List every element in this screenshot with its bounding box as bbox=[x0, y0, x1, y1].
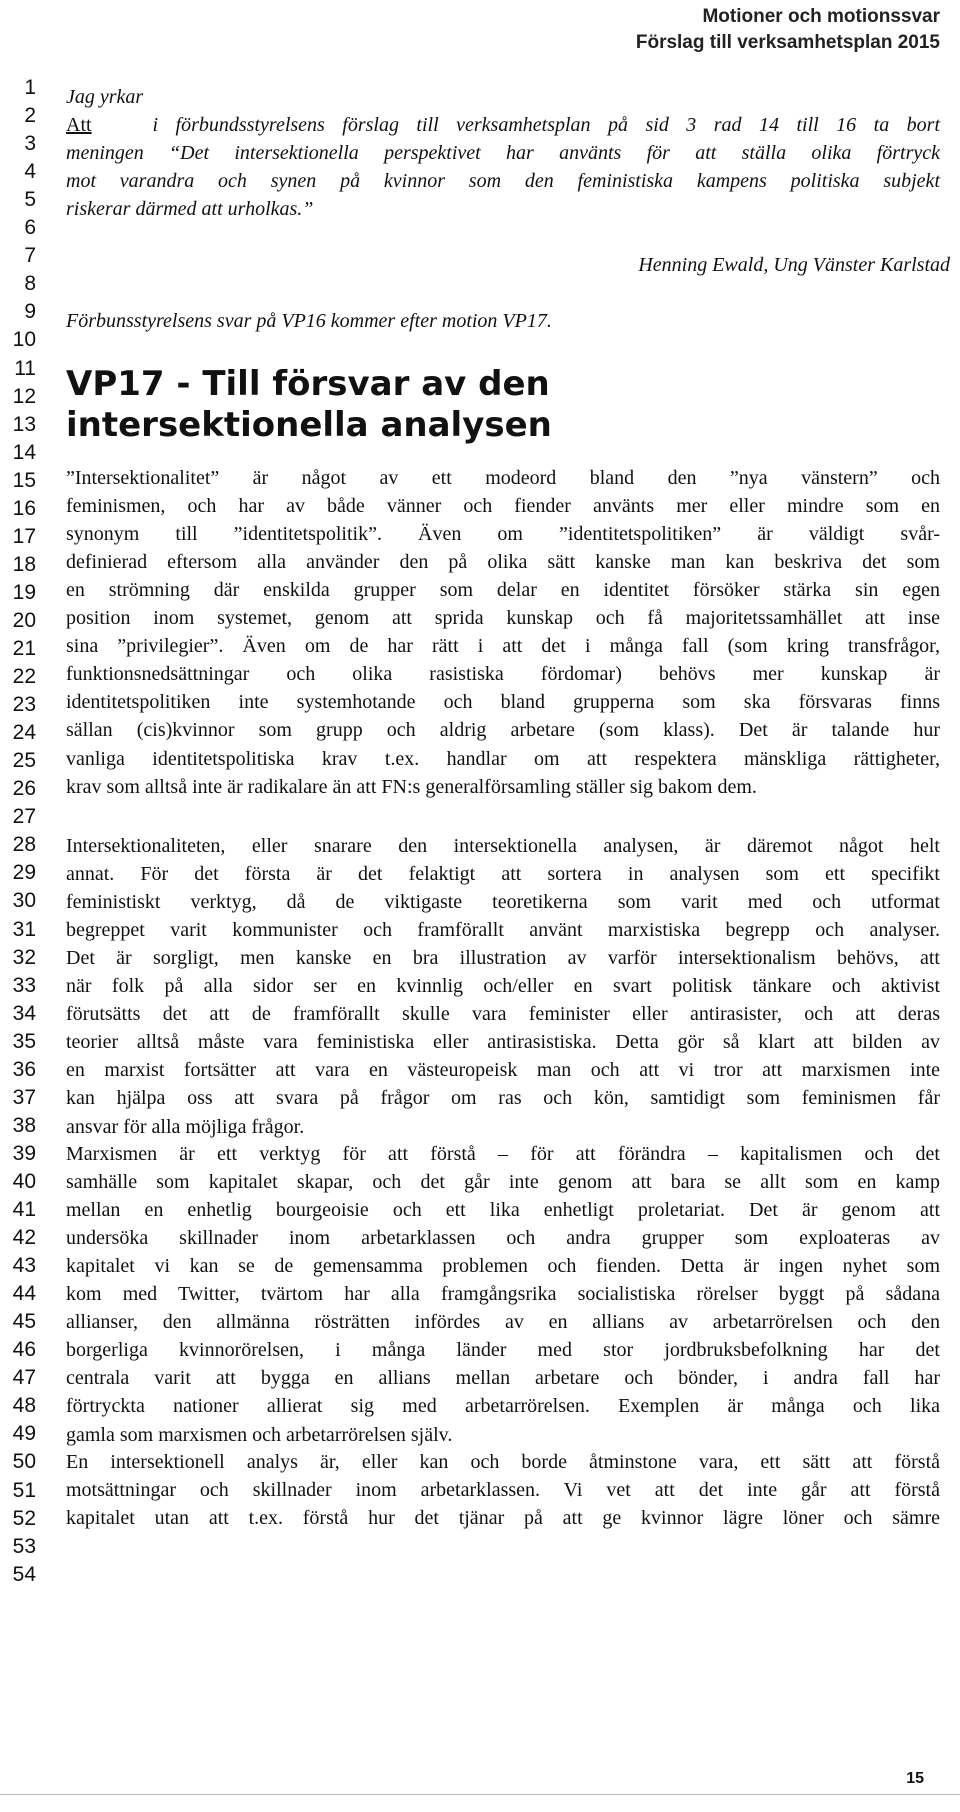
line-number: 9 bbox=[24, 300, 36, 323]
line-number: 50 bbox=[12, 1450, 36, 1473]
page-number: 15 bbox=[906, 1770, 924, 1787]
paragraph-2-line: annat. För det första är det felaktigt att sortera in analysen som ett specifikt bbox=[66, 863, 940, 885]
line-number: 12 bbox=[12, 385, 36, 408]
paragraph-1-line: en strömning där enskilda grupper som delar en identitet försöker stärka sin egen bbox=[66, 579, 940, 601]
paragraph-1-line: position inom systemet, genom att sprida kunskap och få majoritetssamhället att inse bbox=[66, 607, 940, 629]
line-number: 37 bbox=[12, 1086, 36, 1109]
line-number: 53 bbox=[12, 1535, 36, 1558]
paragraph-2-line: kan hjälpa oss att svara på frågor om ras och kön, samtidigt som feminismen får bbox=[66, 1087, 940, 1109]
line-number: 38 bbox=[12, 1114, 36, 1137]
line-number: 21 bbox=[12, 637, 36, 660]
line-number: 17 bbox=[12, 525, 36, 548]
paragraph-3-line: centrala varit att bygga en allians mellan arbetare och bönder, i andra fall har bbox=[66, 1367, 940, 1389]
paragraph-3-line: förtryckta nationer allierat sig med arbetarrörelsen. Exemplen är många och lika bbox=[66, 1395, 940, 1417]
motion-line: mot varandra och synen på kvinnor som den feministiska kampens politiska subjekt bbox=[66, 170, 940, 192]
line-number: 25 bbox=[12, 749, 36, 772]
motion-line: meningen “Det intersektionella perspektivet har använts för att ställa olika förtryck bbox=[66, 142, 940, 164]
line-number: 47 bbox=[12, 1366, 36, 1389]
line-number: 28 bbox=[12, 833, 36, 856]
header-section-title: Motioner och motionssvar bbox=[702, 6, 940, 27]
line-number: 36 bbox=[12, 1058, 36, 1081]
line-number: 45 bbox=[12, 1310, 36, 1333]
line-number: 41 bbox=[12, 1198, 36, 1221]
paragraph-1-line: identitetspolitiken inte systemhotande och bland grupperna som ska försvaras finns bbox=[66, 691, 940, 713]
paragraph-2-line: Det är sorgligt, men kanske en bra illustration av varför intersektionalism behövs, att bbox=[66, 947, 940, 969]
line-number: 13 bbox=[12, 413, 36, 436]
paragraph-4-line: kapitalet utan att t.ex. förstå hur det tjänar på att ge kvinnor lägre löner och sämre bbox=[66, 1507, 940, 1529]
line-number: 19 bbox=[12, 581, 36, 604]
paragraph-1-line: sällan (cis)kvinnor som grupp och aldrig arbetare (som klass). Det är talande hur bbox=[66, 719, 940, 741]
motion-title-line-2: intersektionella analysen bbox=[66, 405, 552, 445]
paragraph-2-line: Intersektionaliteten, eller snarare den intersektionella analysen, är däremot något helt bbox=[66, 835, 940, 857]
line-number: 33 bbox=[12, 974, 36, 997]
line-number: 3 bbox=[24, 132, 36, 155]
paragraph-2-line: när folk på alla sidor ser en kvinnlig och/eller en svart politisk tänkare och aktivist bbox=[66, 975, 940, 997]
line-number: 29 bbox=[12, 861, 36, 884]
paragraph-3-line: gamla som marxismen och arbetarrörelsen själv. bbox=[66, 1424, 453, 1446]
paragraph-1-line: sina ”privilegier”. Även om de har rätt i att det i många fall (som kring transfrågor, bbox=[66, 635, 940, 657]
paragraph-1-line: definierad eftersom alla använder den på olika sätt kanske man kan beskriva det som bbox=[66, 551, 940, 573]
paragraph-4-line: En intersektionell analys är, eller kan och borde åtminstone vara, ett sätt att förstå bbox=[66, 1451, 940, 1473]
motion-yrkar: Jag yrkar bbox=[66, 86, 144, 108]
motion-att-line bbox=[66, 111, 940, 139]
line-number: 54 bbox=[12, 1563, 36, 1586]
line-number: 43 bbox=[12, 1254, 36, 1277]
line-number: 40 bbox=[12, 1170, 36, 1193]
line-number: 31 bbox=[12, 918, 36, 941]
att-text: i förbundsstyrelsens förslag till verksamhetsplan på sid 3 rad 14 till 16 ta bort bbox=[152, 114, 941, 136]
paragraph-2-line: förutsätts det att de framförallt skulle vara feminister eller antirasister, och att deras bbox=[66, 1003, 940, 1025]
line-number: 46 bbox=[12, 1338, 36, 1361]
line-number: 48 bbox=[12, 1394, 36, 1417]
paragraph-2-line: ansvar för alla möjliga frågor. bbox=[66, 1116, 305, 1138]
paragraph-2-line: begreppet varit kommunister och framförallt använt marxistiska begrepp och analyser. bbox=[66, 919, 940, 941]
paragraph-1-line: feminismen, och har av både vänner och fiender använts mer eller mindre som en bbox=[66, 495, 940, 517]
paragraph-2-line: en marxist fortsätter att vara en västeuropeisk man och att vi tror att marxismen inte bbox=[66, 1059, 940, 1081]
paragraph-3-line: undersöka skillnader inom arbetarklassen och andra grupper som exploateras av bbox=[66, 1227, 940, 1249]
paragraph-1-line: krav som alltså inte är radikalare än att FN:s generalförsamling ställer sig bakom dem. bbox=[66, 776, 757, 798]
paragraph-1-line: synonym till ”identitetspolitik”. Även om ”identitetspolitiken” är väldigt svår- bbox=[66, 523, 940, 545]
line-number: 4 bbox=[24, 160, 36, 183]
paragraph-3-line: Marxismen är ett verktyg för att förstå – för att förändra – kapitalismen och det bbox=[66, 1143, 940, 1165]
paragraph-3-line: borgerliga kvinnorörelsen, i många länder med stor jordbruksbefolkning har det bbox=[66, 1339, 940, 1361]
line-number: 27 bbox=[12, 805, 36, 828]
line-number: 23 bbox=[12, 693, 36, 716]
line-number: 24 bbox=[12, 721, 36, 744]
board-reply-note: Förbunsstyrelsens svar på VP16 kommer efter motion VP17. bbox=[66, 310, 552, 332]
paragraph-1-line: funktionsnedsättningar och olika rasistiska fördomar) behövs mer kunskap är bbox=[66, 663, 940, 685]
paragraph-3-line: kapitalet vi kan se de gemensamma problemen och fienden. Detta är ingen nyhet som bbox=[66, 1255, 940, 1277]
line-number: 52 bbox=[12, 1507, 36, 1530]
header-document-title: Förslag till verksamhetsplan 2015 bbox=[635, 32, 940, 53]
line-number: 39 bbox=[12, 1142, 36, 1165]
line-number: 10 bbox=[12, 328, 36, 351]
line-number: 15 bbox=[12, 469, 36, 492]
paragraph-2-line: feministiskt verktyg, då de viktigaste teoretikerna som varit med och utformat bbox=[66, 891, 940, 913]
line-number: 2 bbox=[24, 104, 36, 127]
motion-line: riskerar därmed att urholkas.” bbox=[66, 198, 314, 220]
line-number: 26 bbox=[12, 777, 36, 800]
line-number: 5 bbox=[24, 188, 36, 211]
line-number: 34 bbox=[12, 1002, 36, 1025]
line-number: 44 bbox=[12, 1282, 36, 1305]
paragraph-1-line: ”Intersektionalitet” är något av ett modeord bland den ”nya vänstern” och bbox=[66, 467, 940, 489]
line-number: 18 bbox=[12, 553, 36, 576]
paragraph-3-line: allianser, den allmänna rösträtten infördes av en allians av arbetarrörelsen och den bbox=[66, 1311, 940, 1333]
line-number: 8 bbox=[24, 272, 36, 295]
line-number: 11 bbox=[14, 357, 36, 380]
paragraph-4-line: motsättningar och skillnader inom arbetarklassen. Vi vet att det inte går att förstå bbox=[66, 1479, 940, 1501]
line-number: 16 bbox=[12, 497, 36, 520]
att-label: Att bbox=[66, 114, 92, 136]
line-number: 51 bbox=[12, 1479, 36, 1502]
line-number: 49 bbox=[12, 1422, 36, 1445]
line-number: 30 bbox=[12, 889, 36, 912]
page-header bbox=[636, 4, 940, 56]
line-number: 1 bbox=[24, 76, 36, 99]
motion-author: Henning Ewald, Ung Vänster Karlstad bbox=[638, 254, 950, 276]
line-number: 32 bbox=[12, 946, 36, 969]
line-number: 6 bbox=[24, 216, 36, 239]
line-number: 35 bbox=[12, 1030, 36, 1053]
line-number: 7 bbox=[24, 244, 36, 267]
paragraph-1-line: vanliga identitetspolitiska krav t.ex. handlar om att respektera mänskliga rättigheter, bbox=[66, 748, 940, 770]
paragraph-2-line: teorier alltså måste vara feministiska eller antirasistiska. Detta gör så klart att bilden av bbox=[66, 1031, 940, 1053]
paragraph-3-line: samhälle som kapitalet skapar, och det går inte genom att bara se allt som en kamp bbox=[66, 1171, 940, 1193]
motion-title-line-1: VP17 - Till försvar av den bbox=[66, 364, 550, 404]
paragraph-3-line: mellan en enhetlig bourgeoisie och ett lika enhetligt proletariat. Det är genom att bbox=[66, 1199, 940, 1221]
footer-rule bbox=[0, 1794, 960, 1795]
line-number: 42 bbox=[12, 1226, 36, 1249]
paragraph-3-line: kom med Twitter, tvärtom har alla framgångsrika socialistiska rörelser byggt på sådana bbox=[66, 1283, 940, 1305]
line-number: 14 bbox=[12, 441, 36, 464]
line-number: 22 bbox=[12, 665, 36, 688]
line-number: 20 bbox=[12, 609, 36, 632]
